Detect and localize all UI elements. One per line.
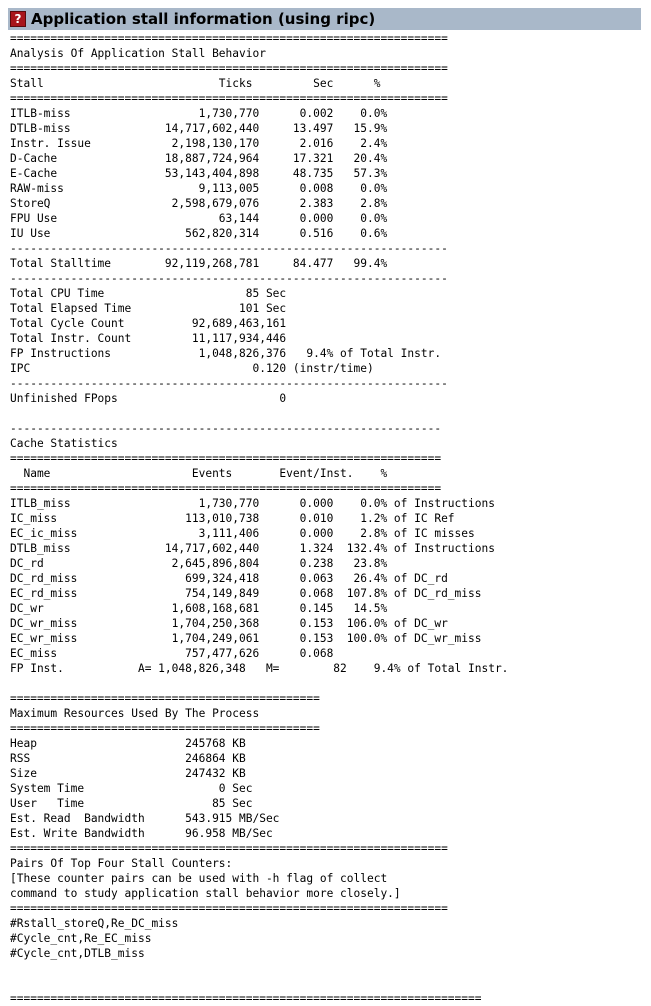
window-title-bar <box>8 8 641 30</box>
window-title: Application stall information (using ripc) <box>31 10 376 28</box>
stall-report-text: ================================================================= Analysis Of Application Stall Behavior ================================================================= Stall Ticks Sec % ================================================================= ITLB-miss 1,730,770 0.002 0.0% DTLB-miss 14,717,602,440 13.497 15.9% Instr. Issue 2,198,130,170 2.016 2.4% D-Cache 18,887,724,964 17.321 20.4% E-Cache 53,143,404,898 48.735 57.3% RAW-miss 9,113,005 0.008 0.0% StoreQ 2,598,679,076 2.383 2.8% FPU Use 63,144 0.000 0.0% IU Use 562,820,314 0.516 0.6% ----------------------------------------------------------------- Total Stalltime 92,119,268,781 84.477 99.4% ----------------------------------------------------------------- Total CPU Time 85 Sec Total Elapsed Time 101 Sec Total Cycle Count 92,689,463,161 Total Instr. Count 11,117,934,446 FP Instructions 1,048,826,376 9.4% of Total Instr. IPC 0.120 (instr/time) ----------------------------------------------------------------- Unfinished FPops 0 ---------------------------------------------------------------- Cache Statistics ================================================================ Name Events Event/Inst. % ================================================================ ITLB_miss 1,730,770 0.000 0.0% of Instructions IC_miss 113,010,738 0.010 1.2% of IC Ref EC_ic_miss 3,111,406 0.000 2.8% of IC misses DTLB_miss 14,717,602,440 1.324 132.4% of Instructions DC_rd 2,645,896,804 0.238 23.8% DC_rd_miss 699,324,418 0.063 26.4% of DC_rd EC_rd_miss 754,149,849 0.068 107.8% of DC_rd_miss DC_wr 1,608,168,681 0.145 14.5% DC_wr_miss 1,704,250,368 0.153 106.0% of DC_wr EC_wr_miss 1,704,249,061 0.153 100.0% of DC_wr_miss EC_miss 757,477,626 0.068 FP Inst. A= 1,048,826,348 M= 82 9.4% of Total Instr. ============================================== Maximum Resources Used By The Process ============================================== Heap 245768 KB RSS 246864 KB Size 247432 KB System Time 0 Sec User Time 85 Sec Est. Read Bandwidth 543.915 MB/Sec Est. Write Bandwidth 96.958 MB/Sec ================================================================= Pairs Of Top Four Stall Counters: [These counter pairs can be used with -h flag of collect command to study application stall behavior more closely.] ================================================================= #Rstall_storeQ,Re_DC_miss #Cycle_cnt,Re_EC_miss #Cycle_cnt,DTLB_miss ====================================================================== <box>10 32 509 1005</box>
help-icon[interactable]: ? <box>10 11 26 27</box>
